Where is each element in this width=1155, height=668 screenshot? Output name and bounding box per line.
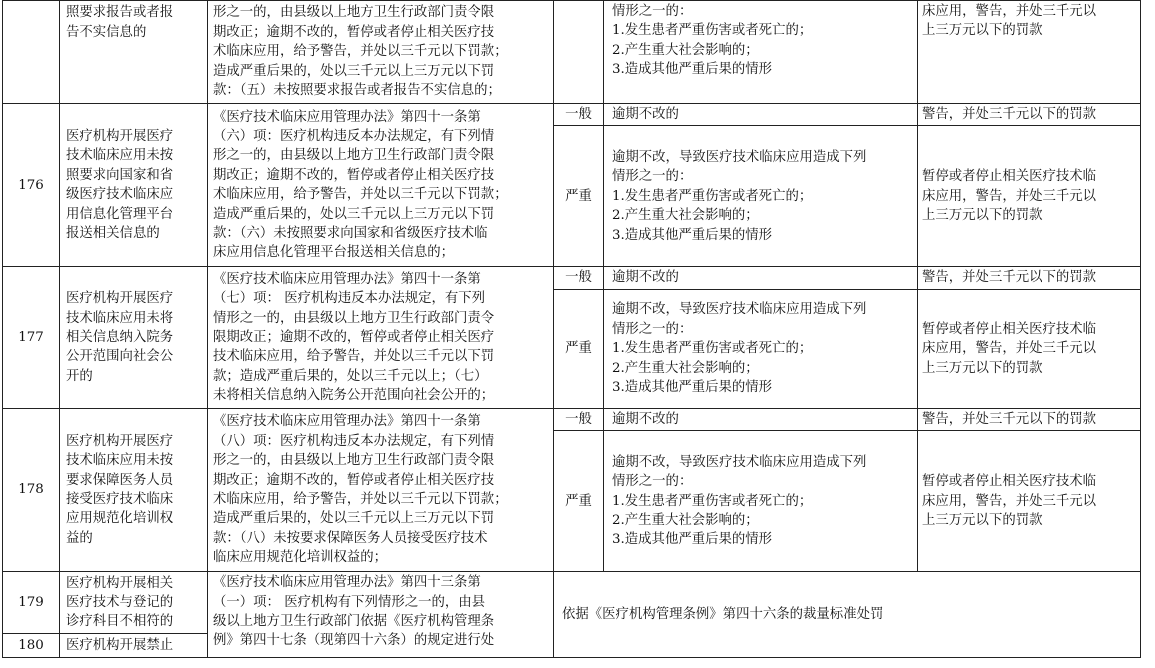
text-line: 形之一的，由县级以上地方卫生行政部门责令限 bbox=[213, 453, 495, 469]
text-line: 1.发生患者严重伤害或者死亡的； bbox=[612, 493, 813, 509]
text-line: 公开范围向社会公 bbox=[66, 349, 174, 365]
merged-penalty-reference: 依据《医疗机构管理条例》第四十六条的裁量标准处罚 bbox=[554, 572, 1141, 658]
text-line: 3.造成其他严重后果的情形 bbox=[612, 379, 773, 395]
text-line: 《医疗技术临床应用管理办法》第四十一条第 bbox=[213, 414, 481, 430]
level-serious: 严重 bbox=[554, 431, 604, 572]
text-line: 技术临床应用，给予警告，并处以三千元以下罚 bbox=[213, 349, 495, 365]
text-line: 暂停或者停止相关医疗技术临 bbox=[922, 321, 1097, 337]
text-line: 款：（五）未按照要求报告或者报告不实信息的； bbox=[213, 83, 501, 99]
text-line: 形之一的，由县级以上地方卫生行政部门责令限 bbox=[213, 5, 495, 21]
circumstance-serious bbox=[604, 289, 918, 408]
text-line: 临床应用规范化培训权益的； bbox=[213, 550, 388, 566]
table-row bbox=[3, 104, 1141, 126]
penalty-general: 警告，并处三千元以下的罚款 bbox=[918, 104, 1141, 126]
text-line: 级以上地方卫生行政部门依据《医疗机构管理条 bbox=[213, 614, 495, 630]
text-line: 2.产生重大社会影响的； bbox=[612, 42, 759, 58]
text-line: 医疗技术与登记的 bbox=[66, 595, 174, 611]
text-line: 接受医疗技术临床 bbox=[66, 492, 174, 508]
text-line: 报送相关信息的 bbox=[66, 226, 160, 242]
text-line: 床应用，警告，并处三千元以 bbox=[922, 4, 1097, 19]
violation-name bbox=[60, 104, 208, 267]
text-line: （七）项： 医疗机构违反本办法规定，有下列 bbox=[213, 291, 486, 307]
text-line: 情形之一的： bbox=[612, 4, 693, 19]
level-serious: 严重 bbox=[554, 126, 604, 267]
level-serious: 严重 bbox=[554, 289, 604, 408]
penalty-general: 警告，并处三千元以下的罚款 bbox=[918, 267, 1141, 289]
text-line: 术临床应用，给予警告，并处以三千元以下罚款； bbox=[213, 44, 508, 60]
circumstance-general: 逾期不改的 bbox=[604, 267, 918, 289]
text-line: 期改正；逾期不改的，暂停或者停止相关医疗技 bbox=[213, 472, 495, 488]
legal-basis bbox=[208, 1, 554, 104]
text-line: 要求保障医务人员 bbox=[66, 472, 174, 488]
penalty-discretion-table bbox=[2, 0, 1141, 658]
legal-basis bbox=[208, 572, 554, 658]
text-line: 告不实信息的 bbox=[66, 24, 147, 40]
row-number: 177 bbox=[3, 267, 60, 408]
row-number: 179 bbox=[3, 572, 60, 634]
violation-name bbox=[60, 572, 208, 634]
level-general: 一般 bbox=[554, 408, 604, 430]
text-line: 3.造成其他严重后果的情形 bbox=[612, 62, 773, 78]
text-line: 3.造成其他严重后果的情形 bbox=[612, 227, 773, 243]
text-line: 床应用信息化管理平台报送相关信息的； bbox=[213, 245, 455, 261]
text-line: 床应用，警告，并处三千元以 bbox=[922, 188, 1097, 204]
text-line: 用信息化管理平台 bbox=[66, 206, 174, 222]
text-line: 照要求向国家和省 bbox=[66, 167, 174, 183]
text-line: 限期改正；逾期不改的，暂停或者停止相关医疗 bbox=[213, 329, 495, 345]
text-line: 款：（八）未按要求保障医务人员接受医疗技术 bbox=[213, 530, 488, 546]
legal-basis bbox=[208, 408, 554, 571]
text-line: （六）项：医疗机构违反本办法规定，有下列情 bbox=[213, 128, 495, 144]
text-line: 上三万元以下的罚款 bbox=[922, 23, 1043, 39]
text-line: 级医疗技术临床应 bbox=[66, 187, 174, 203]
level-general: 一般 bbox=[554, 267, 604, 289]
penalty-cell bbox=[918, 1, 1141, 104]
text-line: 医疗机构开展医疗 bbox=[66, 128, 174, 144]
table-row bbox=[3, 267, 1141, 289]
text-line: 期改正；逾期不改的，暂停或者停止相关医疗技 bbox=[213, 24, 495, 40]
text-line: 未将相关信息纳入院务公开范围向社会公开的； bbox=[213, 388, 495, 404]
row-number: 180 bbox=[3, 634, 60, 658]
text-line: 3.造成其他严重后果的情形 bbox=[612, 532, 773, 548]
text-line: 术临床应用，给予警告，并处以三千元以下罚款； bbox=[213, 492, 508, 508]
text-line: 暂停或者停止相关医疗技术临 bbox=[922, 474, 1097, 490]
violation-name bbox=[60, 634, 208, 658]
circumstance-serious bbox=[604, 126, 918, 267]
text-line: （一）项： 医疗机构有下列情形之一的，由县 bbox=[213, 594, 486, 610]
text-line: 上三万元以下的罚款 bbox=[922, 512, 1043, 528]
text-line: 情形之一的，由县级以上地方卫生行政部门责令 bbox=[213, 310, 495, 326]
text-line: 逾期不改，导致医疗技术临床应用造成下列 bbox=[612, 149, 867, 165]
legal-basis bbox=[208, 267, 554, 408]
circumstance-general: 逾期不改的 bbox=[604, 408, 918, 430]
text-line: 款；造成严重后果的，处以三千元以上；（七） bbox=[213, 368, 488, 384]
text-line: 暂停或者停止相关医疗技术临 bbox=[922, 169, 1097, 185]
text-line: 应用规范化培训权 bbox=[66, 511, 174, 527]
text-line: 相关信息纳入院务 bbox=[66, 329, 174, 345]
violation-name bbox=[60, 408, 208, 571]
circumstance-cell bbox=[604, 1, 918, 104]
text-line: 床应用，警告，并处三千元以 bbox=[922, 493, 1097, 509]
text-line: 医疗机构开展医疗 bbox=[66, 433, 174, 449]
text-line: 1.发生患者严重伤害或者死亡的； bbox=[612, 341, 813, 357]
text-line: 逾期不改，导致医疗技术临床应用造成下列 bbox=[612, 454, 867, 470]
table-row bbox=[3, 1, 1141, 104]
text-line: 期改正；逾期不改的，暂停或者停止相关医疗技 bbox=[213, 167, 495, 183]
text-line: 情形之一的： bbox=[612, 474, 693, 490]
text-line: 医疗机构开展相关 bbox=[66, 575, 174, 591]
text-line: 造成严重后果的，处以三千元以上三万元以下罚 bbox=[213, 63, 495, 79]
penalty-serious bbox=[918, 126, 1141, 267]
text-line: 医疗机构开展禁止 bbox=[66, 638, 174, 654]
text-line: 诊疗科目不相符的 bbox=[66, 614, 174, 630]
text-line: 技术临床应用未按 bbox=[66, 148, 174, 164]
text-line: 上三万元以下的罚款 bbox=[922, 208, 1043, 224]
text-line: 2.产生重大社会影响的； bbox=[612, 360, 759, 376]
level-general: 一般 bbox=[554, 104, 604, 126]
text-line: 款：（六）未按照要求向国家和省级医疗技术临 bbox=[213, 226, 488, 242]
row-number: 178 bbox=[3, 408, 60, 571]
text-line: 术临床应用，给予警告，并处以三千元以下罚款； bbox=[213, 187, 508, 203]
text-line: 上三万元以下的罚款 bbox=[922, 360, 1043, 376]
table-row bbox=[3, 572, 1141, 634]
penalty-serious bbox=[918, 431, 1141, 572]
text-line: 造成严重后果的，处以三千元以上三万元以下罚 bbox=[213, 511, 495, 527]
text-line: 《医疗技术临床应用管理办法》第四十一条第 bbox=[213, 271, 481, 287]
table-row bbox=[3, 408, 1141, 430]
text-line: 照要求报告或者报 bbox=[66, 5, 174, 21]
row-number bbox=[3, 1, 60, 104]
legal-basis bbox=[208, 104, 554, 267]
text-line: 医疗机构开展医疗 bbox=[66, 291, 174, 307]
text-line: 造成严重后果的，处以三千元以上三万元以下罚 bbox=[213, 206, 495, 222]
text-line: 情形之一的： bbox=[612, 169, 693, 185]
text-line: 《医疗技术临床应用管理办法》第四十一条第 bbox=[213, 109, 481, 125]
text-line: 1.发生患者严重伤害或者死亡的； bbox=[612, 188, 813, 204]
violation-name bbox=[60, 1, 208, 104]
level-cell bbox=[554, 1, 604, 104]
text-line: 技术临床应用未将 bbox=[66, 310, 174, 326]
text-line: 逾期不改，导致医疗技术临床应用造成下列 bbox=[612, 302, 867, 318]
text-line: 开的 bbox=[66, 368, 93, 384]
circumstance-general: 逾期不改的 bbox=[604, 104, 918, 126]
penalty-serious bbox=[918, 289, 1141, 408]
text-line: 益的 bbox=[66, 530, 93, 546]
text-line: 1.发生患者严重伤害或者死亡的； bbox=[612, 23, 813, 39]
text-line: 《医疗技术临床应用管理办法》第四十三条第 bbox=[213, 575, 481, 591]
text-line: （八）项：医疗机构违反本办法规定，有下列情 bbox=[213, 433, 495, 449]
text-line: 技术临床应用未按 bbox=[66, 453, 174, 469]
text-line: 床应用，警告，并处三千元以 bbox=[922, 341, 1097, 357]
text-line: 2.产生重大社会影响的； bbox=[612, 208, 759, 224]
row-number: 176 bbox=[3, 104, 60, 267]
text-line: 形之一的，由县级以上地方卫生行政部门责令限 bbox=[213, 148, 495, 164]
penalty-general: 警告，并处三千元以下的罚款 bbox=[918, 408, 1141, 430]
violation-name bbox=[60, 267, 208, 408]
circumstance-serious bbox=[604, 431, 918, 572]
text-line: 2.产生重大社会影响的； bbox=[612, 512, 759, 528]
text-line: 情形之一的： bbox=[612, 321, 693, 337]
text-line: 例》第四十七条（现第四十六条）的规定进行处 bbox=[213, 633, 495, 649]
